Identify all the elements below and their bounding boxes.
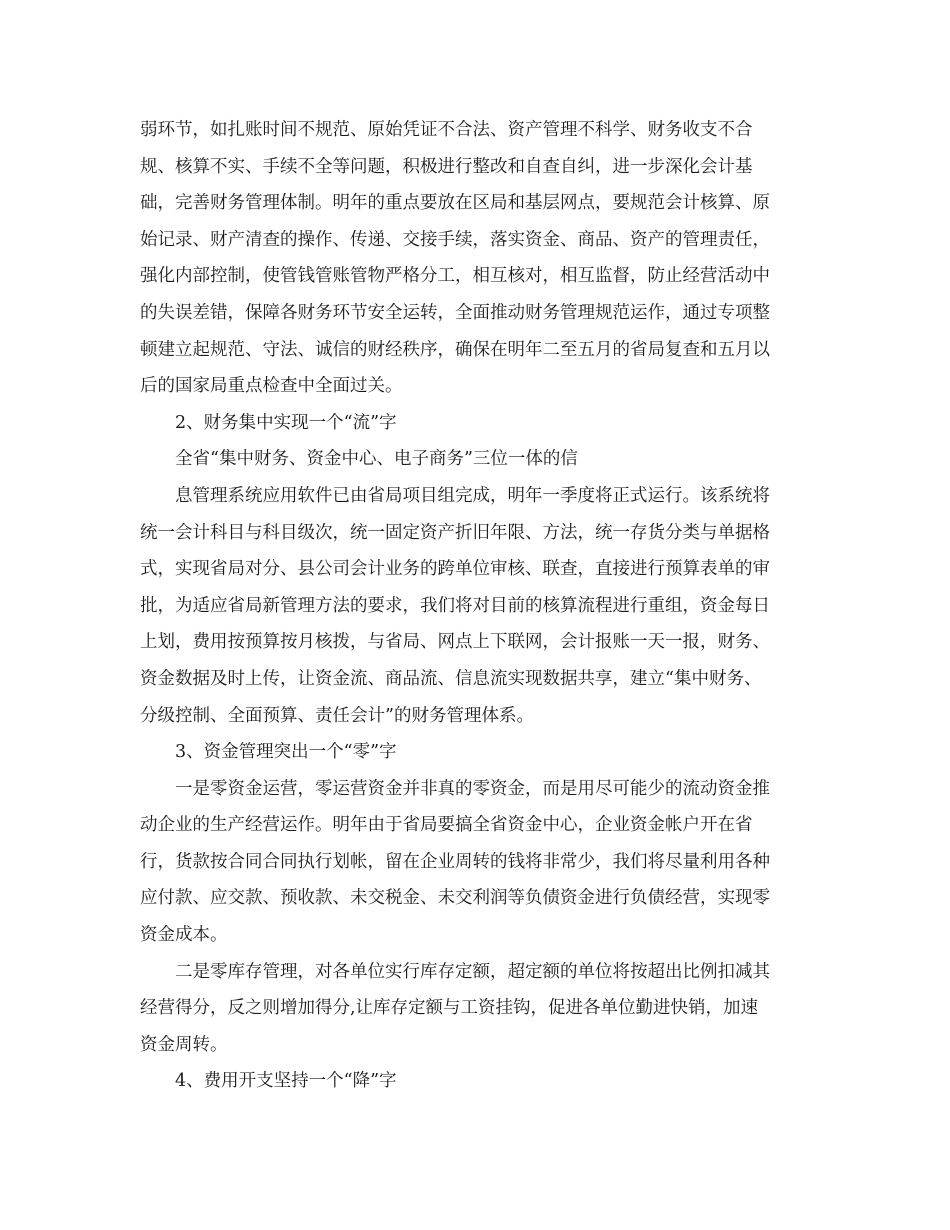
text-line: 资金成本。 (140, 925, 228, 946)
text-line: 后的国家局重点检查中全面过关。 (140, 376, 403, 397)
text-line: 始记录、财产清查的操作、传递、交接手续，落实资金、商品、资产的管理责任， (140, 229, 770, 250)
text-line: 上划，费用按预算按月核拨，与省局、网点上下联网，会计报账一天一报，财务、 (140, 632, 770, 653)
text-line: 规、核算不实、手续不全等问题，积极进行整改和自查自纠，进一步深化会计基 (140, 156, 753, 177)
text-line: 资金周转。 (140, 1034, 228, 1055)
text-line: 分级控制、全面预算、责任会计”的财务管理体系。 (140, 705, 534, 726)
text-line: 3、资金管理突出一个“零”字 (175, 742, 397, 763)
text-line: 动企业的生产经营运作。明年由于省局要搞全省资金中心，企业资金帐户开在省 (140, 815, 753, 836)
text-line: 经营得分，反之则增加得分,让库存定额与工资挂钩，促进各单位勤进快销，加速 (140, 998, 759, 1019)
document-body (140, 112, 812, 1100)
text-line: 的失误差错，保障各财务环节安全运转，全面推动财务管理规范运作，通过专项整 (140, 302, 770, 323)
text-line: 4、费用开支坚持一个“降”字 (175, 1071, 397, 1092)
text-line: 础，完善财务管理体制。明年的重点要放在区局和基层网点，要规范会计核算、原 (140, 193, 770, 214)
text-line: 资金数据及时上传，让资金流、商品流、信息流实现数据共享，建立“集中财务、 (140, 668, 762, 689)
text-line: 式，实现省局对分、县公司会计业务的跨单位审核、联查，直接进行预算表单的审 (140, 559, 770, 580)
text-line: 息管理系统应用软件已由省局项目组完成，明年一季度将正式运行。该系统将 (175, 485, 770, 506)
text-line: 强化内部控制，使管钱管账管物严格分工，相互核对，相互监督，防止经营活动中 (140, 266, 770, 287)
text-line: 统一会计科目与科目级次，统一固定资产折旧年限、方法，统一存货分类与单据格 (140, 522, 770, 543)
text-line: 弱环节，如扎账时间不规范、原始凭证不合法、资产管理不科学、财务收支不合 (140, 120, 753, 140)
text-line: 全省“集中财务、资金中心、电子商务”三位一体的信 (175, 449, 578, 470)
text-line: 一是零资金运营，零运营资金并非真的零资金，而是用尽可能少的流动资金推 (175, 778, 770, 799)
text-line: 批，为适应省局新管理方法的要求，我们将对目前的核算流程进行重组，资金每日 (140, 595, 770, 616)
text-line: 二是零库存管理，对各单位实行库存定额，超定额的单位将按超出比例扣减其 (175, 961, 770, 982)
text-line: 顿建立起规范、守法、诚信的财经秩序，确保在明年二至五月的省局复查和五月以 (140, 339, 770, 360)
text-line: 2、财务集中实现一个“流”字 (175, 412, 397, 433)
text-line: 应付款、应交款、预收款、未交税金、未交利润等负债资金进行负债经营，实现零 (140, 888, 770, 909)
text-line: 行，货款按合同合同执行划帐，留在企业周转的钱将非常少，我们将尽量利用各种 (140, 851, 770, 872)
